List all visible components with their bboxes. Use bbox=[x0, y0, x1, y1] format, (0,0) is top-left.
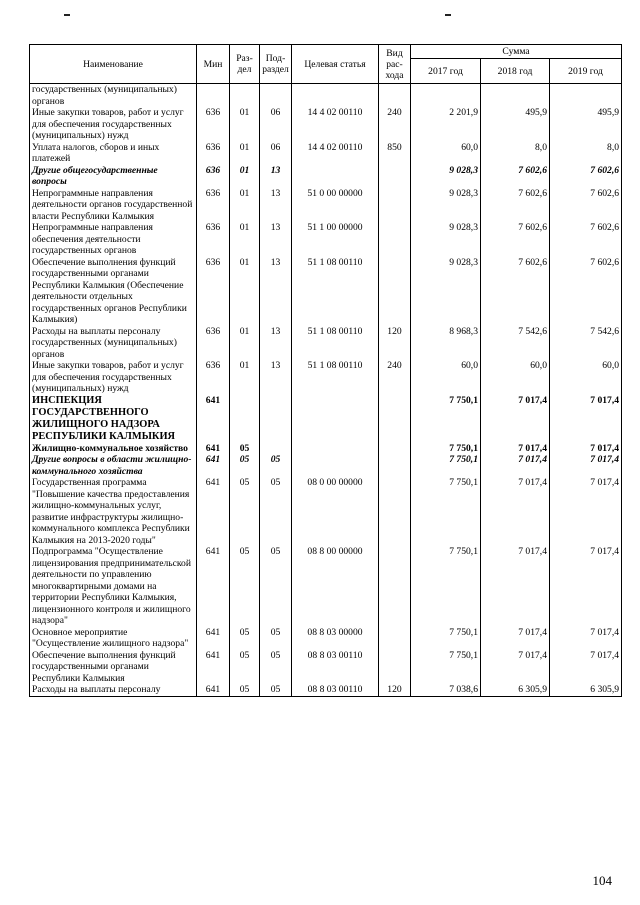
table-row bbox=[30, 84, 622, 108]
cell-2017: 7 750,1 bbox=[411, 650, 481, 685]
cell-target: 08 8 03 00110 bbox=[292, 684, 379, 696]
cell-podrazdel bbox=[260, 84, 292, 108]
cell-target: 51 1 08 00110 bbox=[292, 257, 379, 326]
cell-vid bbox=[379, 257, 411, 326]
col-razdel-header: Раз-дел bbox=[230, 45, 260, 84]
cell-min: 641 bbox=[197, 443, 230, 455]
cell-2019: 8,0 bbox=[550, 142, 622, 165]
col-vid-header: Вид рас-хода bbox=[379, 45, 411, 84]
cell-min: 636 bbox=[197, 165, 230, 188]
cell-min: 636 bbox=[197, 142, 230, 165]
cell-target: 51 1 08 00110 bbox=[292, 326, 379, 361]
cell-razdel: 05 bbox=[230, 684, 260, 696]
cell-2017: 7 750,1 bbox=[411, 627, 481, 650]
col-name-header: Наименование bbox=[30, 45, 197, 84]
cell-razdel: 05 bbox=[230, 650, 260, 685]
cell-name: ИНСПЕКЦИЯ ГОСУДАРСТВЕННОГО ЖИЛИЩНОГО НАДЗОРА РЕСПУБЛИКИ КАЛМЫКИЯ bbox=[30, 395, 197, 443]
table-row bbox=[30, 326, 622, 361]
cell-min: 641 bbox=[197, 454, 230, 477]
cell-2017 bbox=[411, 84, 481, 108]
cell-2019: 7 602,6 bbox=[550, 257, 622, 326]
cell-target bbox=[292, 84, 379, 108]
cell-target: 08 0 00 00000 bbox=[292, 477, 379, 546]
cell-min: 641 bbox=[197, 546, 230, 627]
cell-2019: 7 602,6 bbox=[550, 222, 622, 257]
cell-vid: 120 bbox=[379, 684, 411, 696]
col-podrazdel-header: Под-раздел bbox=[260, 45, 292, 84]
cell-vid bbox=[379, 546, 411, 627]
cell-podrazdel: 05 bbox=[260, 454, 292, 477]
cell-vid bbox=[379, 650, 411, 685]
cell-2018: 60,0 bbox=[481, 360, 550, 395]
cell-name: Государственная программа "Повышение качества предоставления жилищно-коммунальных услуг, развитие инфраструктуры жилищно-коммунального комплекса Республики Калмыкия на 2013-2020 годы" bbox=[30, 477, 197, 546]
cell-vid: 240 bbox=[379, 360, 411, 395]
table-row bbox=[30, 222, 622, 257]
cell-2018: 7 602,6 bbox=[481, 257, 550, 326]
cell-vid bbox=[379, 454, 411, 477]
cell-name: Непрограммные направления деятельности органов государственной власти Республики Калмыкия bbox=[30, 188, 197, 223]
cell-vid bbox=[379, 165, 411, 188]
cell-2019: 7 017,4 bbox=[550, 650, 622, 685]
cell-name: Жилищно-коммунальное хозяйство bbox=[30, 443, 197, 455]
cell-2018: 495,9 bbox=[481, 107, 550, 142]
cell-2019: 6 305,9 bbox=[550, 684, 622, 696]
cell-2018: 7 017,4 bbox=[481, 627, 550, 650]
cell-podrazdel: 05 bbox=[260, 650, 292, 685]
cell-name: Другие общегосударственные вопросы bbox=[30, 165, 197, 188]
cell-2018: 7 017,4 bbox=[481, 395, 550, 443]
cell-vid: 240 bbox=[379, 107, 411, 142]
col-min-header: Мин bbox=[197, 45, 230, 84]
cell-2018: 7 017,4 bbox=[481, 650, 550, 685]
cell-2017: 60,0 bbox=[411, 360, 481, 395]
cell-name: Расходы на выплаты персоналу государственных (муниципальных) органов bbox=[30, 326, 197, 361]
cell-min: 641 bbox=[197, 627, 230, 650]
cell-name: Иные закупки товаров, работ и услуг для обеспечения государственных (муниципальных) нужд bbox=[30, 107, 197, 142]
cell-2019: 495,9 bbox=[550, 107, 622, 142]
cell-target bbox=[292, 454, 379, 477]
cell-2018: 7 602,6 bbox=[481, 188, 550, 223]
cell-podrazdel: 13 bbox=[260, 326, 292, 361]
cell-min: 641 bbox=[197, 477, 230, 546]
cell-podrazdel: 13 bbox=[260, 222, 292, 257]
table-row bbox=[30, 684, 622, 696]
cell-2019: 7 542,6 bbox=[550, 326, 622, 361]
cell-razdel: 05 bbox=[230, 443, 260, 455]
cell-razdel: 05 bbox=[230, 546, 260, 627]
cell-name: Уплата налогов, сборов и иных платежей bbox=[30, 142, 197, 165]
cell-target: 14 4 02 00110 bbox=[292, 142, 379, 165]
cell-min: 636 bbox=[197, 360, 230, 395]
cell-podrazdel bbox=[260, 395, 292, 443]
cell-2017: 9 028,3 bbox=[411, 257, 481, 326]
cell-2018: 7 017,4 bbox=[481, 546, 550, 627]
cell-2019 bbox=[550, 84, 622, 108]
cell-vid bbox=[379, 627, 411, 650]
cell-min: 636 bbox=[197, 326, 230, 361]
cell-podrazdel: 05 bbox=[260, 684, 292, 696]
cell-2017: 9 028,3 bbox=[411, 222, 481, 257]
cell-2017: 7 750,1 bbox=[411, 395, 481, 443]
cell-2017: 2 201,9 bbox=[411, 107, 481, 142]
cell-2018: 7 017,4 bbox=[481, 477, 550, 546]
cell-name: Обеспечение выполнения функций государственными органами Республики Калмыкия (Обеспечение деятельности отдельных государственных органов Республики Калмыкия) bbox=[30, 257, 197, 326]
table-row bbox=[30, 627, 622, 650]
cell-razdel: 01 bbox=[230, 188, 260, 223]
cell-2017: 8 968,3 bbox=[411, 326, 481, 361]
cell-2019: 7 017,4 bbox=[550, 443, 622, 455]
cell-2019: 7 017,4 bbox=[550, 627, 622, 650]
table-body bbox=[30, 84, 622, 697]
cell-razdel: 01 bbox=[230, 165, 260, 188]
cell-razdel: 01 bbox=[230, 326, 260, 361]
table-row bbox=[30, 165, 622, 188]
cell-min: 636 bbox=[197, 257, 230, 326]
col-2019-header: 2019 год bbox=[550, 59, 622, 84]
cell-target: 51 1 00 00000 bbox=[292, 222, 379, 257]
cell-razdel: 01 bbox=[230, 222, 260, 257]
cell-name: Расходы на выплаты персоналу bbox=[30, 684, 197, 696]
cell-razdel: 01 bbox=[230, 360, 260, 395]
table-row bbox=[30, 257, 622, 326]
cell-2019: 7 017,4 bbox=[550, 546, 622, 627]
cell-razdel bbox=[230, 395, 260, 443]
cell-name: государственных (муниципальных) органов bbox=[30, 84, 197, 108]
table-row bbox=[30, 188, 622, 223]
cell-vid bbox=[379, 443, 411, 455]
table-row bbox=[30, 360, 622, 395]
cell-razdel: 01 bbox=[230, 107, 260, 142]
table-row bbox=[30, 454, 622, 477]
cell-podrazdel: 05 bbox=[260, 627, 292, 650]
cell-name: Иные закупки товаров, работ и услуг для обеспечения государственных (муниципальных) нужд bbox=[30, 360, 197, 395]
cell-2019: 7 017,4 bbox=[550, 477, 622, 546]
cell-podrazdel: 06 bbox=[260, 107, 292, 142]
table-row bbox=[30, 142, 622, 165]
cell-razdel: 05 bbox=[230, 477, 260, 546]
cell-name: Непрограммные направления обеспечения деятельности государственных органов bbox=[30, 222, 197, 257]
cell-2017: 7 750,1 bbox=[411, 443, 481, 455]
cell-2018: 8,0 bbox=[481, 142, 550, 165]
cell-min: 641 bbox=[197, 684, 230, 696]
cell-2019: 7 017,4 bbox=[550, 395, 622, 443]
table-row bbox=[30, 395, 622, 443]
cell-vid bbox=[379, 477, 411, 546]
cell-podrazdel: 05 bbox=[260, 546, 292, 627]
table-row bbox=[30, 477, 622, 546]
cell-2018: 7 602,6 bbox=[481, 222, 550, 257]
cell-podrazdel: 13 bbox=[260, 165, 292, 188]
cell-name: Обеспечение выполнения функций государственными органами Республики Калмыкия bbox=[30, 650, 197, 685]
cell-vid bbox=[379, 188, 411, 223]
table-row bbox=[30, 546, 622, 627]
cell-min: 641 bbox=[197, 395, 230, 443]
cell-min: 636 bbox=[197, 188, 230, 223]
cell-2019: 60,0 bbox=[550, 360, 622, 395]
cell-min: 636 bbox=[197, 107, 230, 142]
cell-target: 51 1 08 00110 bbox=[292, 360, 379, 395]
cell-2018: 7 602,6 bbox=[481, 165, 550, 188]
table-row bbox=[30, 443, 622, 455]
cell-2018: 7 017,4 bbox=[481, 454, 550, 477]
scan-mark-right bbox=[445, 14, 451, 16]
cell-name: Другие вопросы в области жилищно-коммунального хозяйства bbox=[30, 454, 197, 477]
cell-2018: 6 305,9 bbox=[481, 684, 550, 696]
cell-2017: 9 028,3 bbox=[411, 188, 481, 223]
cell-target: 14 4 02 00110 bbox=[292, 107, 379, 142]
cell-vid bbox=[379, 84, 411, 108]
cell-min: 641 bbox=[197, 650, 230, 685]
cell-target bbox=[292, 395, 379, 443]
cell-min bbox=[197, 84, 230, 108]
table-header bbox=[30, 45, 622, 84]
cell-2018: 7 542,6 bbox=[481, 326, 550, 361]
col-2017-header: 2017 год bbox=[411, 59, 481, 84]
cell-2018: 7 017,4 bbox=[481, 443, 550, 455]
cell-podrazdel: 06 bbox=[260, 142, 292, 165]
cell-target bbox=[292, 165, 379, 188]
cell-vid: 120 bbox=[379, 326, 411, 361]
cell-vid bbox=[379, 222, 411, 257]
cell-target: 08 8 03 00000 bbox=[292, 627, 379, 650]
cell-2017: 7 038,6 bbox=[411, 684, 481, 696]
col-2018-header: 2018 год bbox=[481, 59, 550, 84]
cell-2017: 9 028,3 bbox=[411, 165, 481, 188]
cell-min: 636 bbox=[197, 222, 230, 257]
cell-2019: 7 017,4 bbox=[550, 454, 622, 477]
scan-mark-left bbox=[64, 14, 70, 16]
col-target-header: Целевая статья bbox=[292, 45, 379, 84]
cell-2017: 60,0 bbox=[411, 142, 481, 165]
cell-target: 51 0 00 00000 bbox=[292, 188, 379, 223]
cell-podrazdel: 13 bbox=[260, 360, 292, 395]
cell-2017: 7 750,1 bbox=[411, 454, 481, 477]
table-row bbox=[30, 650, 622, 685]
cell-razdel: 05 bbox=[230, 454, 260, 477]
cell-name: Основное мероприятие "Осуществление жилищного надзора" bbox=[30, 627, 197, 650]
cell-razdel: 01 bbox=[230, 142, 260, 165]
cell-target: 08 8 03 00110 bbox=[292, 650, 379, 685]
cell-podrazdel: 05 bbox=[260, 477, 292, 546]
cell-vid bbox=[379, 395, 411, 443]
cell-2017: 7 750,1 bbox=[411, 477, 481, 546]
cell-razdel bbox=[230, 84, 260, 108]
cell-target: 08 8 00 00000 bbox=[292, 546, 379, 627]
budget-table bbox=[29, 44, 622, 697]
cell-2019: 7 602,6 bbox=[550, 188, 622, 223]
cell-2019: 7 602,6 bbox=[550, 165, 622, 188]
cell-razdel: 05 bbox=[230, 627, 260, 650]
cell-razdel: 01 bbox=[230, 257, 260, 326]
cell-vid: 850 bbox=[379, 142, 411, 165]
page-number: 104 bbox=[592, 873, 612, 888]
cell-podrazdel: 13 bbox=[260, 257, 292, 326]
cell-podrazdel bbox=[260, 443, 292, 455]
cell-name: Подпрограмма "Осуществление лицензирования предпринимательской деятельности по управлению многоквартирными домами на территории Республики Калмыкия, лицензионного контроля и жилищного надзора" bbox=[30, 546, 197, 627]
cell-podrazdel: 13 bbox=[260, 188, 292, 223]
col-sum-header: Сумма bbox=[411, 45, 622, 59]
cell-2017: 7 750,1 bbox=[411, 546, 481, 627]
cell-2018 bbox=[481, 84, 550, 108]
cell-target bbox=[292, 443, 379, 455]
table-row bbox=[30, 107, 622, 142]
